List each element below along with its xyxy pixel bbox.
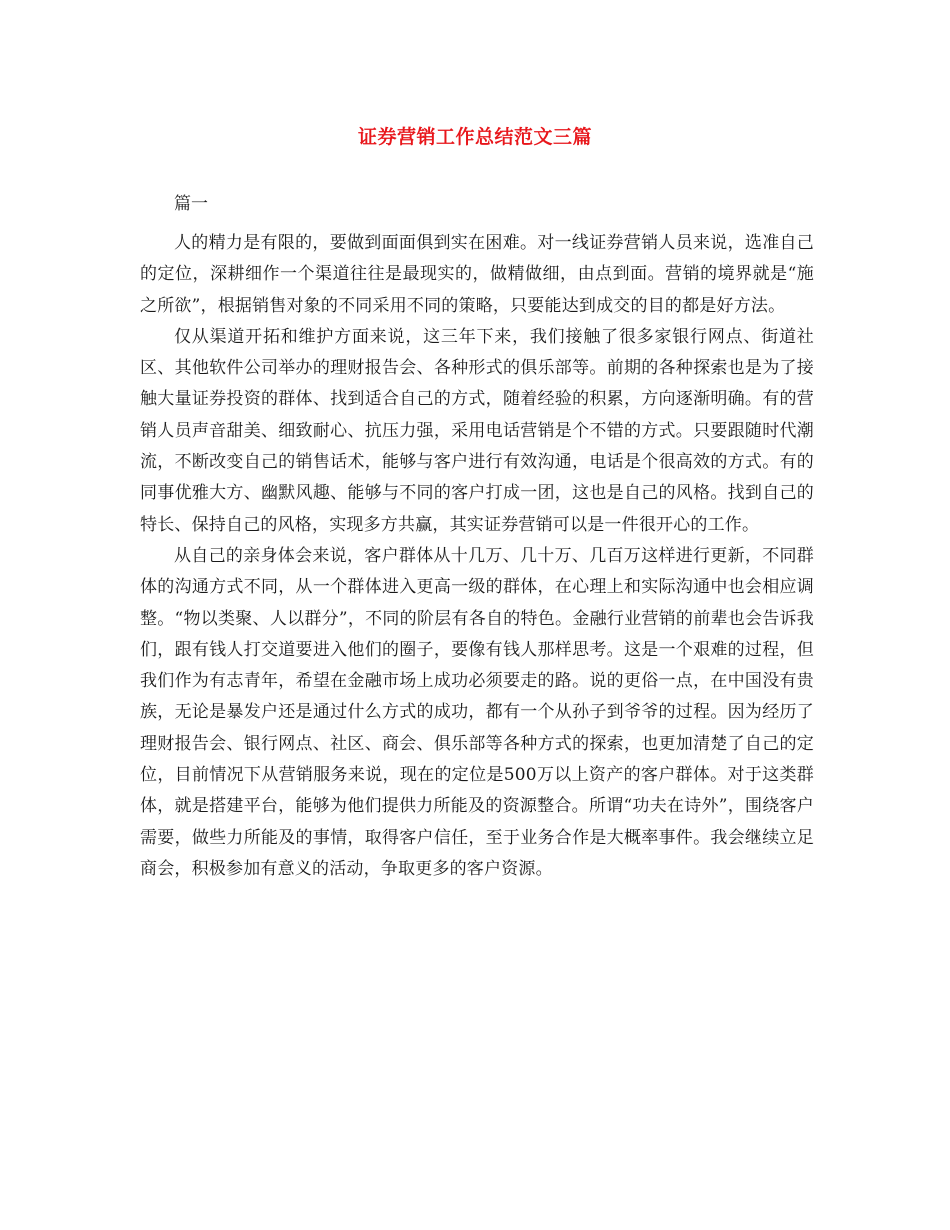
section-label: 篇一 xyxy=(174,194,208,214)
document-title: 证券营销工作总结范文三篇 xyxy=(357,126,592,148)
document-body xyxy=(140,180,814,885)
paragraph-3: 从自己的亲身体会来说，客户群体从十几万、几十万、几百万这样进行更新，不同群体的沟通方式不同，从一个群体进入更高一级的群体，在心理上和实际沟通中也会相应调整。“物以类聚、人以群分”，不同的阶层有各自的特色。金融行业营销的前辈也会告诉我们，跟有钱人打交道要进入他们的圈子，要像有钱人那样思考。这是一个艰难的过程，但我们作为有志青年，希望在金融市场上成功必须要走的路。说的更俗一点，在中国没有贵族，无论是暴发户还是通过什么方式的成功，都有一个从孙子到爷爷的过程。因为经历了理财报告会、银行网点、社区、商会、俱乐部等各种方式的探索，也更加清楚了自己的定位，目前情况下从营销服务来说，现在的定位是500万以上资产的客户群体。对于这类群体，就是搭建平台，能够为他们提供力所能及的资源整合。所谓“功夫在诗外”，围绕客户需要，做些力所能及的事情，取得客户信任，至于业务合作是大概率事件。我会继续立足商会，积极参加有意义的活动，争取更多的客户资源。 xyxy=(140,545,814,879)
paragraph-2: 仅从渠道开拓和维护方面来说，这三年下来，我们接触了很多家银行网点、街道社区、其他软件公司举办的理财报告会、各种形式的俱乐部等。前期的各种探索也是为了接触大量证券投资的群体、找到适合自己的方式，随着经验的积累，方向逐渐明确。有的营销人员声音甜美、细致耐心、抗压力强，采用电话营销是个不错的方式。只要跟随时代潮流，不断改变自己的销售话术，能够与客户进行有效沟通，电话是个很高效的方式。有的同事优雅大方、幽默风趣、能够与不同的客户打成一团，这也是自己的风格。找到自己的特长、保持自己的风格，实现多方共赢，其实证券营销可以是一件很开心的工作。 xyxy=(140,326,814,535)
paragraph-1: 人的精力是有限的，要做到面面俱到实在困难。对一线证券营销人员来说，选准自己的定位，深耕细作一个渠道往往是最现实的，做精做细，由点到面。营销的境界就是“施之所欲”，根据销售对象的不同采用不同的策略，只要能达到成交的目的都是好方法。 xyxy=(140,233,814,316)
